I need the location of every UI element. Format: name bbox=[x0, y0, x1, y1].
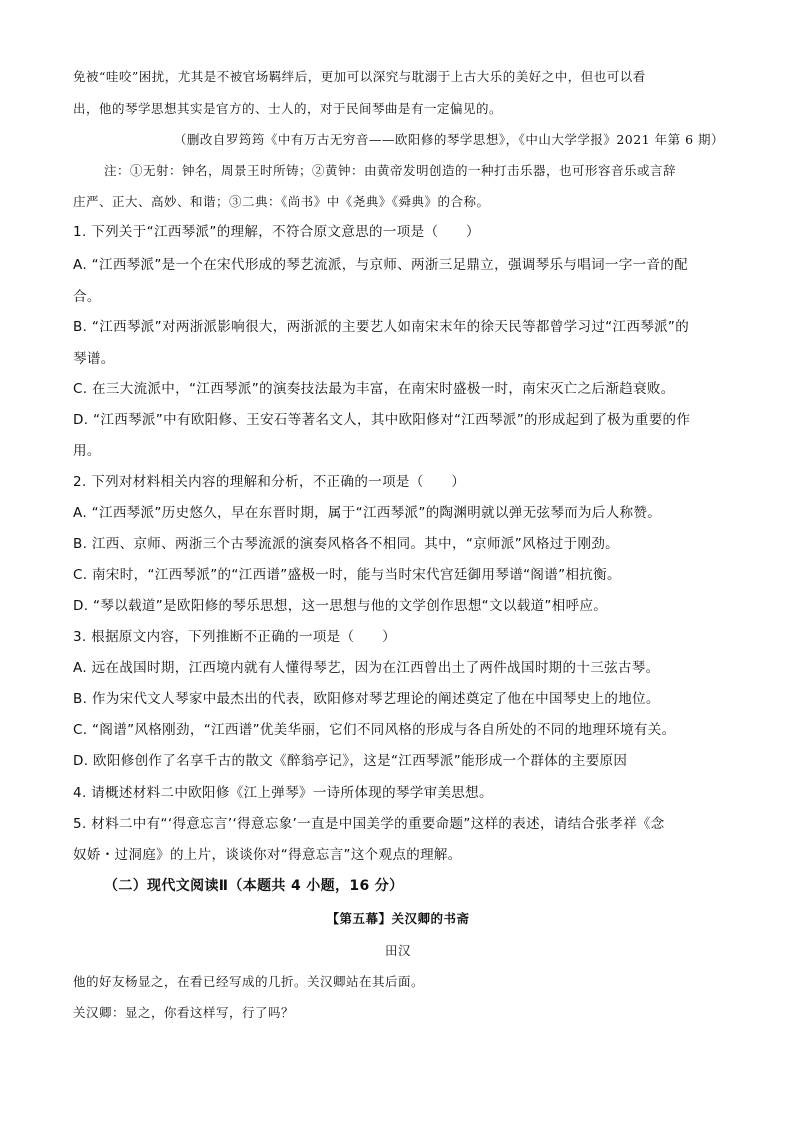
question-2-option-a: A. “江西琴派”历史悠久，早在东晋时期，属于“江西琴派”的陶渊明就以弹无弦琴而为后人称赞。 bbox=[73, 505, 662, 521]
question-2-option-d: D. “琴以载道”是欧阳修的琴乐思想，这一思想与他的文学创作思想“文以载道”相呼应。 bbox=[73, 598, 608, 614]
question-3-stem: 3. 根据原文内容，下列推断不正确的一项是（ ） bbox=[73, 629, 396, 645]
question-3-option-a: A. 远在战国时期，江西境内就有人懂得琴艺，因为在江西曾出土了两件战国时期的十三弦古琴。 bbox=[73, 660, 660, 676]
author-name: 田汉 bbox=[384, 943, 411, 958]
dialog-line: 关汉卿：显之，你看这样写，行了吗？ bbox=[73, 1005, 295, 1020]
question-1-option-d: D. “江西琴派”中有欧阳修、王安石等著名文人，其中欧阳修对“江西琴派”的形成起到了极为重要的作 bbox=[73, 412, 691, 428]
question-2-option-b: B. 江西、京师、两浙三个古琴流派的演奏风格各不相同。其中，“京师派”风格过于刚劲。 bbox=[73, 536, 620, 552]
question-3-option-d: D. 欧阳修创作了名享千古的散文《醉翁亭记》，这是“江西琴派”能形成一个群体的主要原因 bbox=[73, 753, 628, 769]
stage-direction: 他的好友杨显之，在看已经写成的几折。关汉卿站在其后面。 bbox=[73, 974, 425, 989]
question-2-stem: 2. 下列对材料相关内容的理解和分析，不正确的一项是（ ） bbox=[73, 474, 466, 490]
question-1-option-a: A. “江西琴派”是一个在宋代形成的琴艺流派，与京师、两浙三足鼎立，强调琴乐与唱词一字一音的配 bbox=[73, 257, 689, 273]
question-3-option-b: B. 作为宋代文人琴家中最杰出的代表，欧阳修对琴艺理论的阐述奠定了他在中国琴史上的地位。 bbox=[73, 691, 660, 707]
question-3-option-c: C. “阁谱”风格刚劲，“江西谱”优美华丽，它们不同风格的形成与各自所处的不同的地理环境有关。 bbox=[73, 722, 676, 738]
passage-line-2: 出，他的琴学思想其实是官方的、士人的，对于民间琴曲是有一定偏见的。 bbox=[73, 101, 503, 116]
question-4: 4. 请概述材料二中欧阳修《江上弹琴》一诗所体现的琴学审美思想。 bbox=[73, 785, 493, 801]
question-5: 5. 材料二中有“‘得意忘言’‘得意忘象’一直是中国美学的重要命题”这样的表述，请结合张孝祥《念 bbox=[73, 816, 665, 832]
question-1-option-b-cont: 琴谱。 bbox=[73, 351, 115, 367]
passage-line-1: 免被“哇咬”困扰，尤其是不被官场羁绊后，更加可以深究与耽溺于上古大乐的美好之中，但也可以看 bbox=[73, 69, 646, 84]
question-1-option-d-cont: 用。 bbox=[73, 443, 101, 459]
footnote-line-2: 庄严、正大、高妙、和谐；③二典：《尚书》中《尧典》《舜典》的合称。 bbox=[73, 194, 490, 209]
act-title: 【第五幕】关汉卿的书斋 bbox=[326, 911, 470, 926]
footnote-line-1: 注：①无射：钟名，周景王时所铸；②黄钟：由黄帝发明创造的一种打击乐器，也可形容音乐或言辞 bbox=[104, 163, 677, 178]
question-1-option-c: C. 在三大流派中，“江西琴派”的演奏技法最为丰富，在南宋时盛极一时，南宋灭亡之后渐趋衰败。 bbox=[73, 381, 675, 397]
question-5-cont: 奴娇・过洞庭》的上片，谈谈你对“得意忘言”这个观点的理解。 bbox=[73, 847, 462, 863]
question-1-option-a-cont: 合。 bbox=[73, 289, 101, 305]
question-1-option-b: B. “江西琴派”对两浙派影响很大，两浙派的主要艺人如南宋末年的徐天民等都曾学习过“江西琴派”的 bbox=[73, 319, 690, 335]
question-1-stem: 1. 下列关于“江西琴派”的理解，不符合原文意思的一项是（ ） bbox=[73, 224, 480, 240]
section-heading: （二）现代文阅读Ⅱ（本题共 4 小题，16 分） bbox=[104, 878, 404, 894]
source-citation: （删改自罗筠筠《中有万古无穷音——欧阳修的琴学思想》，《中山大学学报》2021 年第 6 期） bbox=[173, 132, 724, 147]
question-2-option-c: C. 南宋时，“江西琴派”的“江西谱”盛极一时，能与当时宋代宫廷御用琴谱“阁谱”相抗衡。 bbox=[73, 567, 621, 583]
